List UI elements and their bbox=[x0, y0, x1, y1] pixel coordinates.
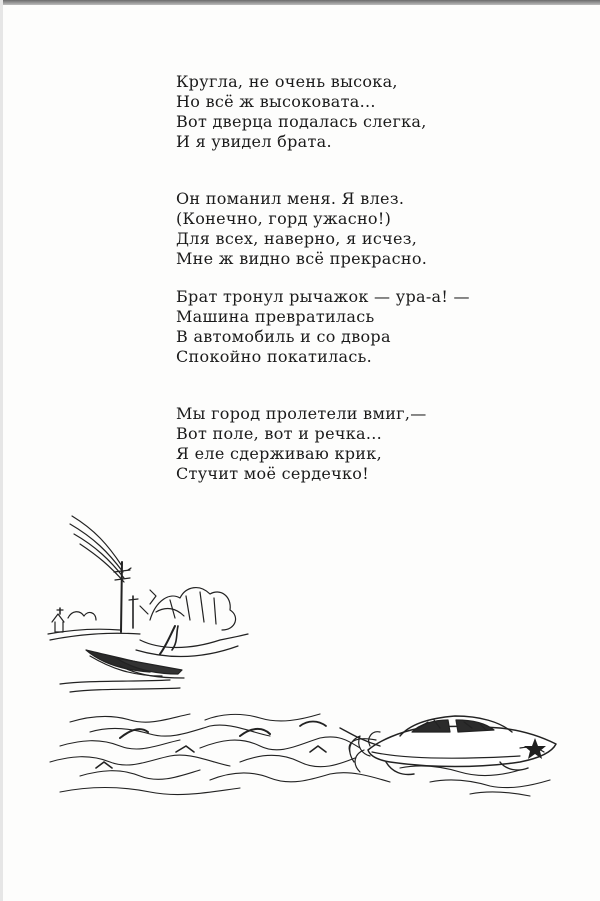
riverbank-trees bbox=[136, 588, 248, 657]
stanza-3 bbox=[176, 287, 506, 367]
utility-pole bbox=[114, 562, 138, 632]
stanza-4 bbox=[176, 404, 506, 484]
car-boat bbox=[340, 716, 556, 775]
village bbox=[48, 608, 140, 640]
poem-line: Мне ж видно всё прекрасно. bbox=[176, 249, 428, 268]
poem-line: Вот поле, вот и речка... bbox=[176, 424, 383, 443]
poem-line: Но всё ж высоковата... bbox=[176, 92, 376, 111]
poem-line: (Конечно, горд ужасно!) bbox=[176, 209, 392, 228]
poem-line: Он поманил меня. Я влез. bbox=[176, 189, 405, 208]
stanza-2 bbox=[176, 189, 506, 269]
poem-line: Спокойно покатилась. bbox=[176, 347, 373, 366]
poem-line: Брат тронул рычажок — ура-а! — bbox=[176, 287, 470, 306]
poem bbox=[176, 72, 506, 484]
poem-line: Машина превратилась bbox=[176, 307, 375, 326]
poem-line: И я увидел брата. bbox=[176, 132, 332, 151]
poem-line: Мы город пролетели вмиг,— bbox=[176, 404, 427, 423]
stanza-1 bbox=[176, 72, 506, 152]
river-illustration bbox=[0, 500, 600, 900]
poem-line: Я еле сдерживаю крик, bbox=[176, 444, 382, 463]
page-top-edge bbox=[0, 0, 600, 5]
poem-line: Кругла, не очень высока, bbox=[176, 72, 398, 91]
poem-line: Вот дверца подалась слегка, bbox=[176, 112, 427, 131]
poem-line: Для всех, наверно, я исчез, bbox=[176, 229, 418, 248]
poem-line: В автомобиль и со двора bbox=[176, 327, 391, 346]
poem-line: Стучит моё сердечко! bbox=[176, 464, 369, 483]
